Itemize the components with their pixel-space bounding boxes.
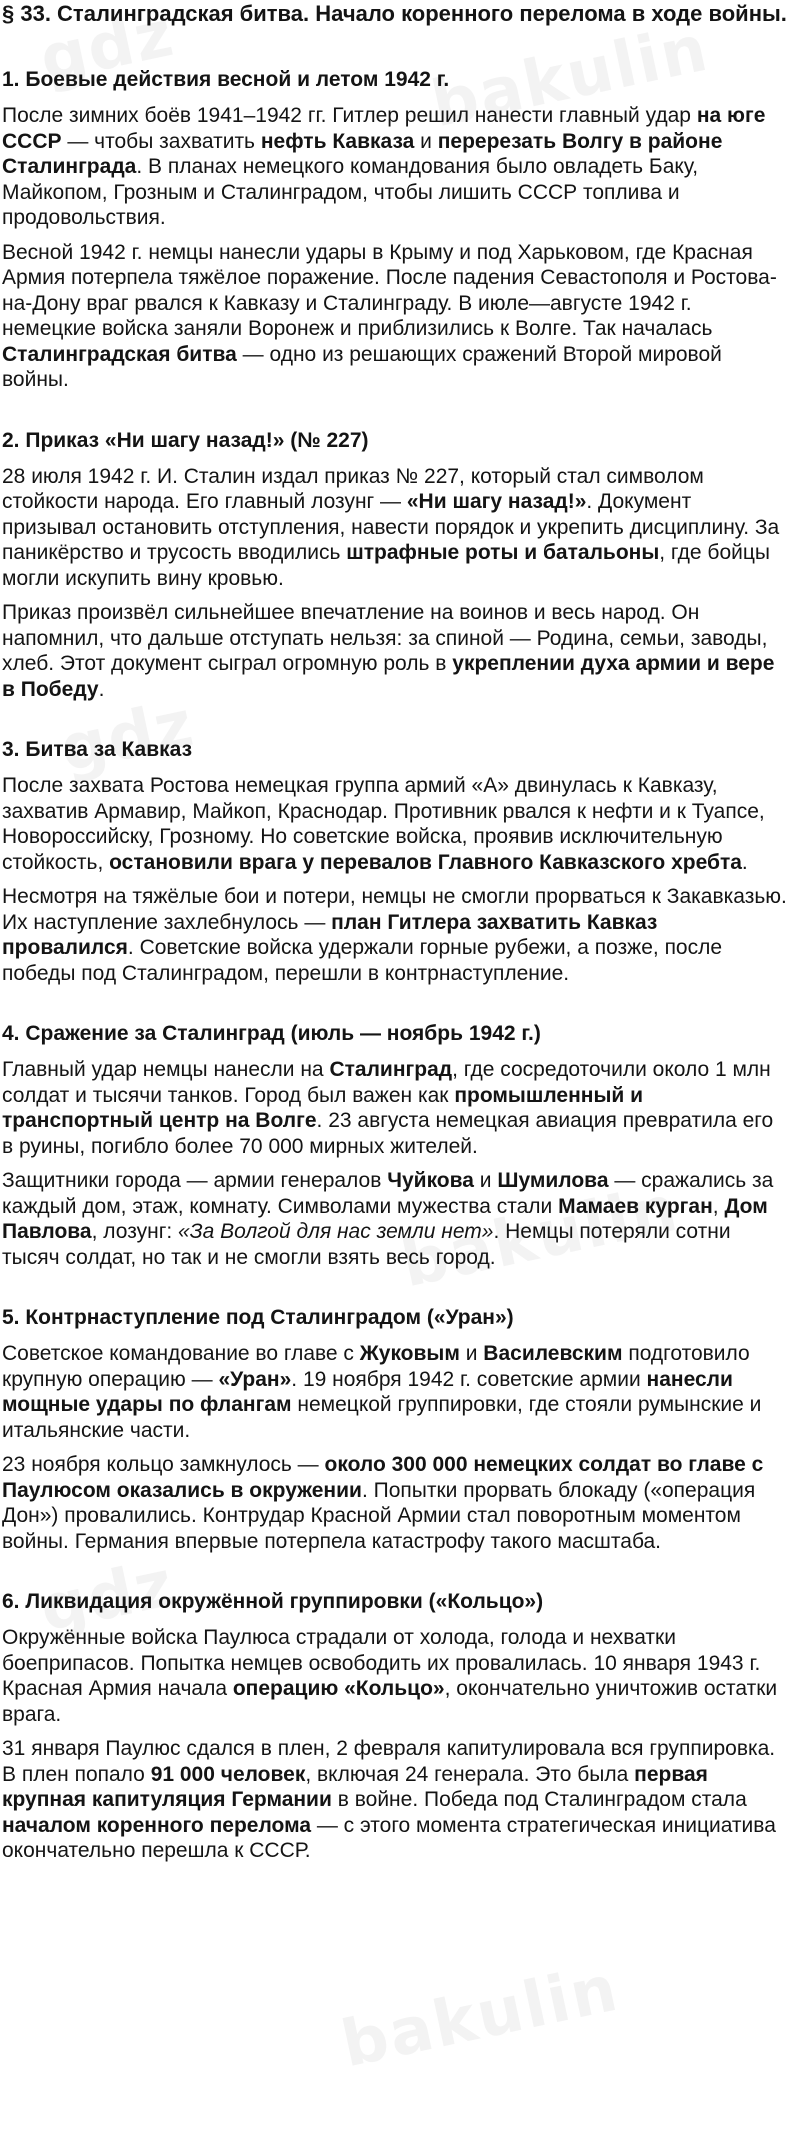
- paragraph: [2, 1625, 788, 1727]
- bold-text: план Гитлера захватить Кавказ провалился: [2, 910, 658, 959]
- text-run: — с этого момента стратегическая инициатива окончательно перешла к СССР.: [2, 1813, 776, 1862]
- section-heading: 4. Сражение за Сталинград (июль — ноябрь 1942 г.): [2, 1022, 541, 1045]
- text-run: Главный удар немцы нанесли на: [2, 1058, 330, 1081]
- bold-text: Василевским: [483, 1342, 623, 1365]
- text-run: , лозунг:: [91, 1220, 179, 1243]
- text-run: . Документ призывал остановить отступления, навести порядок и укрепить дисциплину. За паникёрство и трусость вводились: [2, 490, 780, 564]
- bold-text: Мамаев курган: [558, 1194, 713, 1218]
- text-run: подготовило крупную операцию —: [2, 1342, 750, 1391]
- text-run: Приказ произвёл сильнейшее впечатление на воинов и весь народ. Он напомнил, что дальше отступать нельзя: за спиной — Родина, семьи, заводы, хлеб. Этот документ сыграл огромную роль в: [2, 601, 768, 675]
- text-run: ,: [712, 1194, 725, 1218]
- section: [2, 66, 788, 393]
- text-run: , где сосредоточили около 1 млн солдат и тысячи танков. Город был важен как: [2, 1058, 771, 1107]
- text-run: и: [414, 129, 438, 153]
- text-run: 31 января Паулюс сдался в плен, 2 февраля капитулировала вся группировка. В плен попало: [2, 1737, 776, 1786]
- paragraph: [2, 1736, 788, 1864]
- section-heading: 1. Боевые действия весной и летом 1942 г.: [2, 68, 450, 91]
- text-run: , окончательно уничтожив остатки врага.: [2, 1677, 778, 1726]
- text-run: Несмотря на тяжёлые бои и потери, немцы не смогли прорваться к Закавказью. Их наступление захлебнулось —: [2, 885, 787, 934]
- text-run: и: [473, 1169, 498, 1192]
- text-run: . Немцы потеряли сотни тысяч солдат, но так и не смогли взять весь город.: [2, 1220, 731, 1269]
- bold-text: Сталинград: [329, 1058, 453, 1081]
- bold-text: перерезать Волгу в районе Сталинграда: [2, 129, 723, 178]
- italic-text: «За Волгой для нас земли нет»: [178, 1220, 494, 1243]
- bold-text: «Уран»: [218, 1367, 292, 1391]
- text-run: Весной 1942 г. немцы нанесли удары в Крыму и под Харьковом, где Красная Армия потерпела тяжёлое поражение. После падения Севастополя и Ростова-на-Дону враг рвался к Кавказу и Сталинграду. В июле—августе 1942 г. немецкие войска заняли Воронеж и приблизились к Волге. Так началась: [2, 240, 777, 340]
- bold-text: операцию «Кольцо»: [232, 1677, 445, 1700]
- paragraph: [2, 884, 788, 986]
- paragraph: [2, 600, 788, 702]
- text-run: и: [459, 1342, 484, 1365]
- bold-text: остановили врага у перевалов Главного Кавказского хребта: [109, 850, 742, 874]
- bold-text: Сталинградская битва: [2, 342, 237, 366]
- sections-container: [2, 66, 788, 1864]
- text-run: Защитники города — армии генералов: [2, 1169, 388, 1192]
- bold-text: первая крупная капитуляция Германии: [2, 1762, 708, 1811]
- section-heading: 3. Битва за Кавказ: [2, 738, 193, 761]
- section-heading: 5. Контрнаступление под Сталинградом («Уран»): [2, 1306, 514, 1329]
- paragraph: [2, 1341, 788, 1443]
- text-run: .: [98, 677, 105, 701]
- bold-text: промышленный и транспортный центр на Волге: [2, 1083, 644, 1132]
- bold-text: нефть Кавказа: [260, 129, 415, 153]
- bold-text: Дом Павлова: [2, 1194, 768, 1243]
- text-run: , где бойцы могли искупить вину кровью.: [2, 541, 770, 590]
- paragraph: [2, 1168, 788, 1270]
- section-heading: 2. Приказ «Ни шагу назад!» (№ 227): [2, 428, 369, 452]
- text-run: После зимних боёв 1941–1942 гг. Гитлер решил нанести главный удар: [2, 104, 697, 127]
- text-run: . Попытки прорвать блокаду («операция Дон») провалились. Контрудар Красной Армии стал поворотным моментом войны. Германия впервые потерпела катастрофу такого масштаба.: [2, 1478, 756, 1553]
- bold-text: началом коренного перелома: [2, 1813, 312, 1837]
- bold-text: 91 000 человек: [150, 1762, 306, 1786]
- paragraph: [2, 240, 788, 393]
- text-run: . 23 августа немецкая авиация превратила его в руины, погибло более 70 000 мирных жителей.: [2, 1109, 774, 1158]
- paragraph: [2, 773, 788, 875]
- paragraph: [2, 464, 788, 592]
- bold-text: около 300 000 немецких солдат во главе с Паулюсом оказались в окружении: [2, 1453, 764, 1502]
- bold-text: Шумилова: [497, 1169, 609, 1192]
- bold-text: Чуйкова: [387, 1169, 474, 1192]
- text-run: — одно из решающих сражений Второй мировой войны.: [2, 342, 722, 391]
- text-run: После захвата Ростова немецкая группа армий «А» двинулась к Кавказу, захватив Армавир, Майкоп, Краснодар. Противник рвался к нефти и к Туапсе, Новороссийску, Грозному. Но советские войска, проявив исключительную стойкость,: [2, 774, 765, 874]
- text-run: в войне. Победа под Сталинградом стала: [331, 1788, 747, 1811]
- bold-text: укреплении духа армии и вере в Победу: [2, 652, 775, 701]
- paragraph: [2, 1452, 788, 1554]
- page-title: § 33. Сталинградская битва. Начало коренного перелома в ходе войны.: [2, 1, 787, 26]
- text-run: . 19 ноября 1942 г. советские армии: [291, 1367, 647, 1391]
- section: [2, 1304, 788, 1554]
- text-run: Окружённые войска Паулюса страдали от холода, голода и нехватки боеприпасов. Попытка немцев освободить их провалилась. 10 января 1943 г. Красная Армия начала: [2, 1626, 761, 1700]
- section-heading: 6. Ликвидация окружённой группировки («Кольцо»): [2, 1590, 544, 1613]
- watermark: [335, 1952, 625, 2083]
- text-run: — сражались за каждый дом, этаж, комнату. Символами мужества стали: [2, 1169, 774, 1218]
- text-run: . В планах немецкого командования было овладеть Баку, Майкопом, Грозным и Сталинградом, чтобы лишить СССР топлива и продовольствия.: [2, 155, 699, 229]
- bold-text: на юге СССР: [2, 104, 766, 153]
- text-run: , включая 24 генерала. Это была: [305, 1762, 635, 1786]
- text-run: 23 ноября кольцо замкнулось —: [2, 1453, 325, 1476]
- paragraph: [2, 103, 788, 231]
- bold-text: «Ни шагу назад!»: [406, 490, 587, 513]
- text-run: немецкой группировки, где стояли румынские и итальянские части.: [2, 1393, 762, 1442]
- bold-text: нанесли мощные удары по флангам: [2, 1367, 733, 1416]
- section: [2, 1020, 788, 1270]
- text-run: Советское командование во главе с: [2, 1342, 360, 1365]
- text-run: 28 июля 1942 г. И. Сталин издал приказ № 227, который стал символом стойкости народа. Его главный лозунг —: [2, 464, 704, 513]
- bold-text: штрафные роты и батальоны: [346, 541, 660, 564]
- text-run: .: [741, 850, 748, 874]
- text-run: — чтобы захватить: [61, 129, 261, 153]
- bold-text: Жуковым: [359, 1342, 460, 1365]
- text-run: . Советские войска удержали горные рубежи, а позже, после победы под Сталинградом, перешли в контрнаступление.: [2, 936, 723, 985]
- section: [2, 736, 788, 986]
- section: [2, 427, 788, 703]
- section: [2, 1588, 788, 1864]
- paragraph: [2, 1057, 788, 1159]
